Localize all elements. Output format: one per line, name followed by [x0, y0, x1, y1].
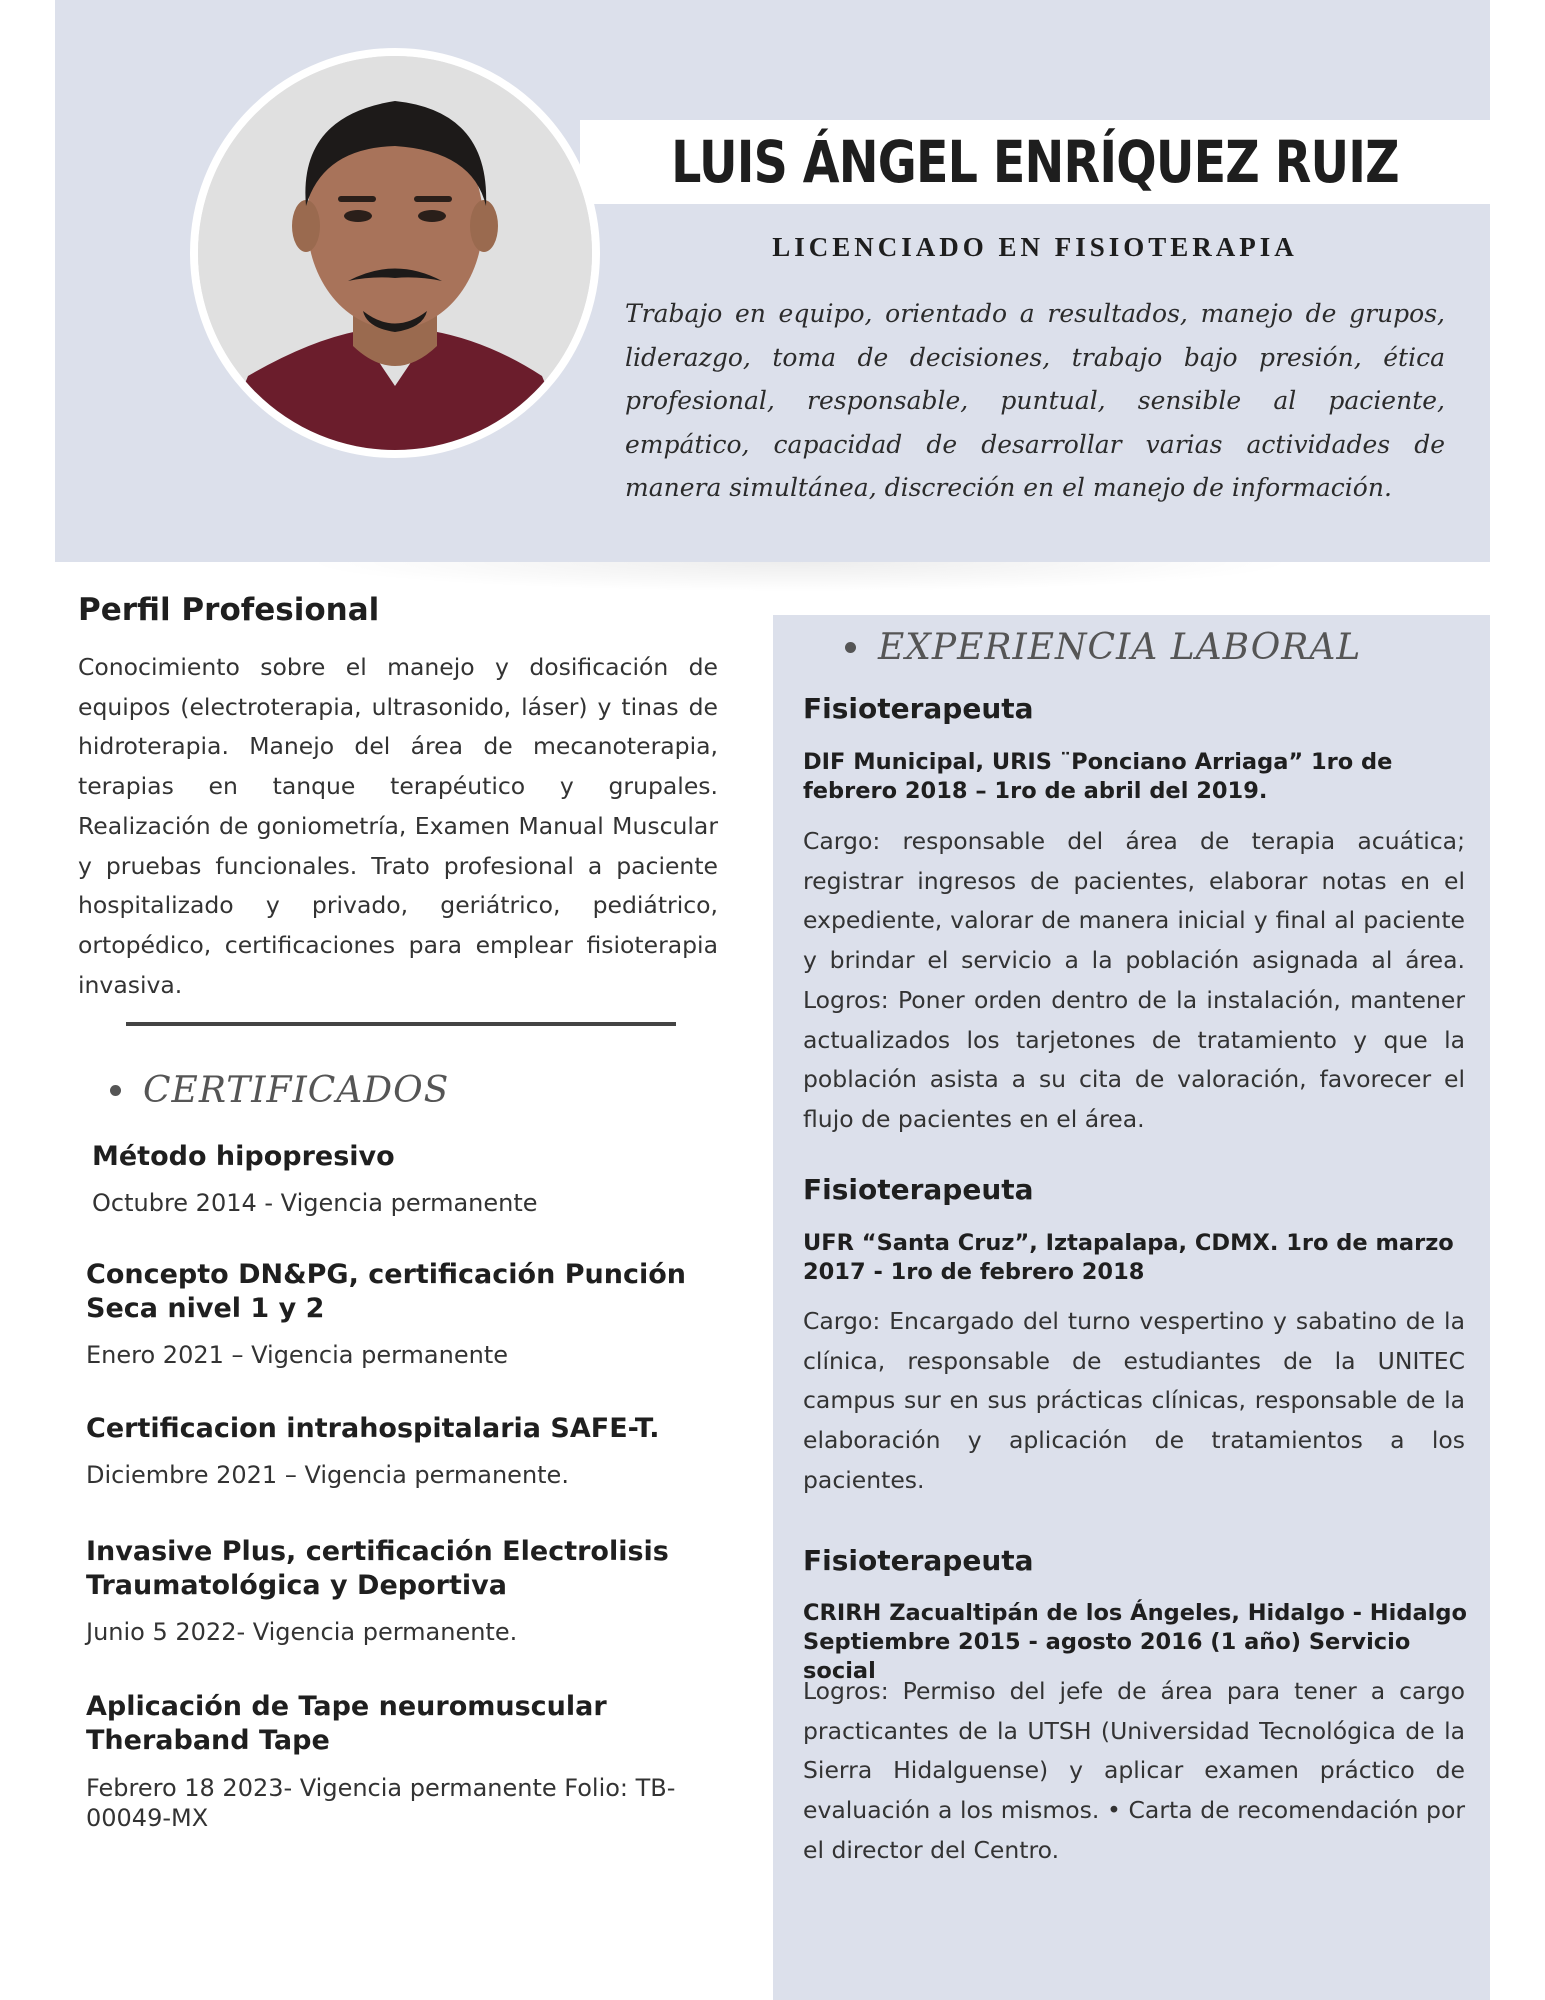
- certificate-detail: Junio 5 2022- Vigencia permanente.: [86, 1618, 518, 1646]
- certificate-detail: Febrero 18 2023- Vigencia permanente Folio: TB-00049-MX: [86, 1774, 676, 1832]
- job-description: Logros: Permiso del jefe de área para tener a cargo practicantes de la UTSH (Universidad Tecnológica de la Sierra Hidalguense) y aplicar examen práctico de evaluación a los mismos. • Carta de recomendación por el director del Centro.: [803, 1677, 1465, 1864]
- certificates-heading: [110, 1070, 449, 1111]
- job-organization: CRIRH Zacualtipán de los Ángeles, Hidalgo - Hidalgo Septiembre 2015 - agosto 2016 (1 año) Servicio social: [803, 1600, 1467, 1684]
- profile-photo-illustration: [198, 56, 592, 450]
- professional-title: LICENCIADO EN FISIOTERAPIA: [772, 232, 1298, 262]
- job-organization: UFR “Santa Cruz”, Iztapalapa, CDMX. 1ro de marzo 2017 - 1ro de febrero 2018: [803, 1230, 1454, 1285]
- certificates-heading-label: CERTIFICADOS: [143, 1070, 450, 1111]
- certificate-title: Método hipopresivo: [92, 1141, 395, 1172]
- bullet-icon: [110, 1085, 121, 1096]
- experience-heading-label: EXPERIENCIA LABORAL: [878, 627, 1362, 668]
- bullet-icon: [845, 642, 856, 653]
- header-shadow: [300, 562, 1300, 592]
- job-description: Cargo: responsable del área de terapia acuática; registrar ingresos de pacientes, elaborar notas en el expediente, valorar de manera inicial y final al paciente y brindar el servicio a la población asignada al área. Logros: Poner orden dentro de la instalación, mantener actualizados los tarjetones de tratamiento y que la población asista a su cita de valoración, favorecer el flujo de pacientes en el área.: [803, 827, 1465, 1133]
- experience-heading: [845, 627, 1361, 668]
- certificate-detail: Diciembre 2021 – Vigencia permanente.: [86, 1461, 569, 1489]
- candidate-name: LUIS ÁNGEL ENRÍQUEZ RUIZ: [671, 128, 1399, 196]
- job-role: Fisioterapeuta: [803, 1544, 1034, 1577]
- section-divider: [126, 1022, 676, 1026]
- job-role: Fisioterapeuta: [803, 692, 1034, 725]
- certificate-title: Concepto DN&PG, certificación Punción Seca nivel 1 y 2: [86, 1259, 686, 1324]
- job-role: Fisioterapeuta: [803, 1173, 1034, 1206]
- certificate-title: Invasive Plus, certificación Electrolisis Traumatológica y Deportiva: [86, 1536, 669, 1601]
- certificate-detail: Octubre 2014 - Vigencia permanente: [92, 1189, 538, 1217]
- summary-text: Trabajo en equipo, orientado a resultados, manejo de grupos, liderazgo, toma de decisiones, trabajo bajo presión, ética profesional, responsable, puntual, sensible al paciente, empático, capacidad de desarrollar varias actividades de manera simultánea, discreción en el manejo de información.: [625, 299, 1445, 502]
- profile-text: Conocimiento sobre el manejo y dosificación de equipos (electroterapia, ultrasonido, láser) y tinas de hidroterapia. Manejo del área de mecanoterapia, terapias en tanque terapéutico y grupales. Realización de goniometría, Examen Manual Muscular y pruebas funcionales. Trato profesional a paciente hospitalizado y privado, geriátrico, pediátrico, ortopédico, certificaciones para emplear fisioterapia invasiva.: [78, 653, 718, 999]
- certificate-title: Aplicación de Tape neuromuscular Theraband Tape: [86, 1691, 607, 1756]
- profile-photo: [190, 48, 600, 458]
- profile-heading: Perfil Profesional: [78, 592, 380, 628]
- certificate-detail: Enero 2021 – Vigencia permanente: [86, 1341, 508, 1369]
- certificate-title: Certificacion intrahospitalaria SAFE-T.: [86, 1413, 660, 1444]
- job-description: Cargo: Encargado del turno vespertino y sabatino de la clínica, responsable de estudiantes de la UNITEC campus sur en sus prácticas clínicas, responsable de la elaboración y aplicación de tratamientos a los pacientes.: [803, 1307, 1465, 1494]
- job-organization: DIF Municipal, URIS ¨Ponciano Arriaga” 1ro de febrero 2018 – 1ro de abril del 2019.: [803, 749, 1393, 804]
